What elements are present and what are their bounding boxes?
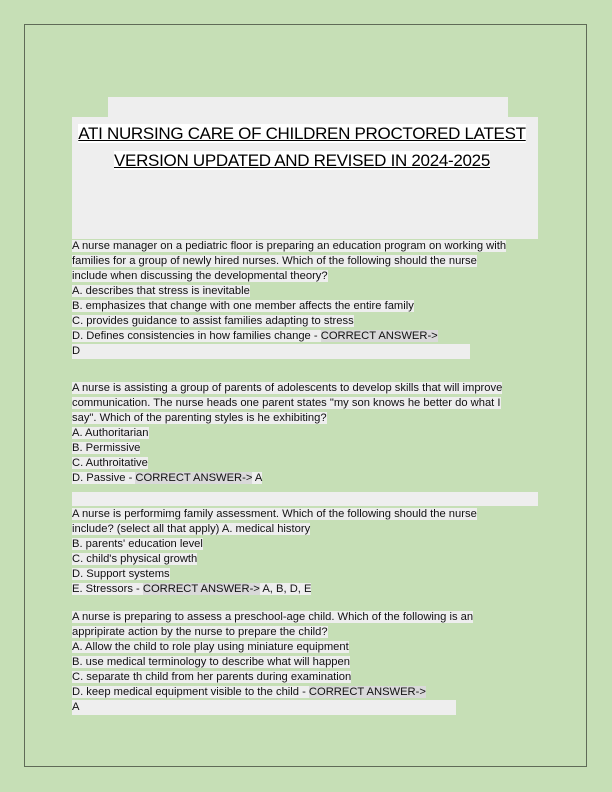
- question-block-1: [72, 239, 542, 359]
- document-title: [72, 120, 532, 174]
- option-e-with-answer: E. Stressors - CORRECT ANSWER-> A, B, D, E: [72, 583, 312, 595]
- top-band: [108, 97, 508, 117]
- question-line: A nurse is performimg family assessment. Which of the following should the nurse: [72, 508, 477, 520]
- question-line: families for a group of newly hired nurses. Which of the following should the nurse: [72, 255, 477, 267]
- question-line: include when discussing the developmental theory?: [72, 270, 328, 282]
- option-c: C. child's physical growth: [72, 553, 198, 565]
- question-block-2: [72, 381, 542, 486]
- option-b: B. use medical terminology to describe what will happen: [72, 656, 350, 668]
- correct-answer-tag: CORRECT ANSWER->: [308, 686, 426, 698]
- option-c: C. provides guidance to assist families adapting to stress: [72, 315, 354, 327]
- question-line: appripirate action by the nurse to prepare the child?: [72, 626, 328, 638]
- option-d: D. Support systems: [72, 568, 170, 580]
- correct-answer-tag: CORRECT ANSWER->: [320, 330, 438, 342]
- question-line: say". Which of the parenting styles is he exhibiting?: [72, 412, 327, 424]
- option-a: A. describes that stress is inevitable: [72, 285, 250, 297]
- title-line-2: VERSION UPDATED AND REVISED IN 2024-2025: [114, 151, 490, 170]
- question-block-3: [72, 507, 542, 597]
- option-a: A. Allow the child to role play using miniature equipment: [72, 641, 349, 653]
- question-line: A nurse is preparing to assess a preschool-age child. Which of the following is an: [72, 611, 474, 623]
- option-c: C. separate th child from her parents during examination: [72, 671, 352, 683]
- question-block-4: [72, 610, 542, 715]
- option-d-with-answer: D. Passive - CORRECT ANSWER-> A: [72, 472, 263, 484]
- answer-value: A: [72, 700, 542, 715]
- gap-band: [72, 177, 538, 239]
- question-line: A nurse is assisting a group of parents of adolescents to develop skills that will improve: [72, 382, 503, 394]
- option-b: B. Permissive: [72, 442, 141, 454]
- title-line-1: ATI NURSING CARE OF CHILDREN PROCTORED LATEST: [78, 124, 526, 143]
- option-c: C. Authroitative: [72, 457, 148, 469]
- question-line: include? (select all that apply) A. medical history: [72, 523, 311, 535]
- option-d-with-answer: D. Defines consistencies in how families change - CORRECT ANSWER->: [72, 330, 438, 342]
- option-a: A. Authoritarian: [72, 427, 149, 439]
- question-line: A nurse manager on a pediatric floor is preparing an education program on working with: [72, 240, 507, 252]
- option-d-with-answer: D. keep medical equipment visible to the child - CORRECT ANSWER->: [72, 686, 426, 698]
- correct-answer-tag: CORRECT ANSWER->: [142, 583, 260, 595]
- correct-answer-tag: CORRECT ANSWER->: [135, 472, 253, 484]
- answer-value: D: [72, 344, 542, 359]
- option-b: B. parents' education level: [72, 538, 203, 550]
- question-line: communication. The nurse heads one parent states "my son knows he better do what I: [72, 397, 501, 409]
- q3-top-band: [72, 492, 538, 506]
- option-b: B. emphasizes that change with one member affects the entire family: [72, 300, 414, 312]
